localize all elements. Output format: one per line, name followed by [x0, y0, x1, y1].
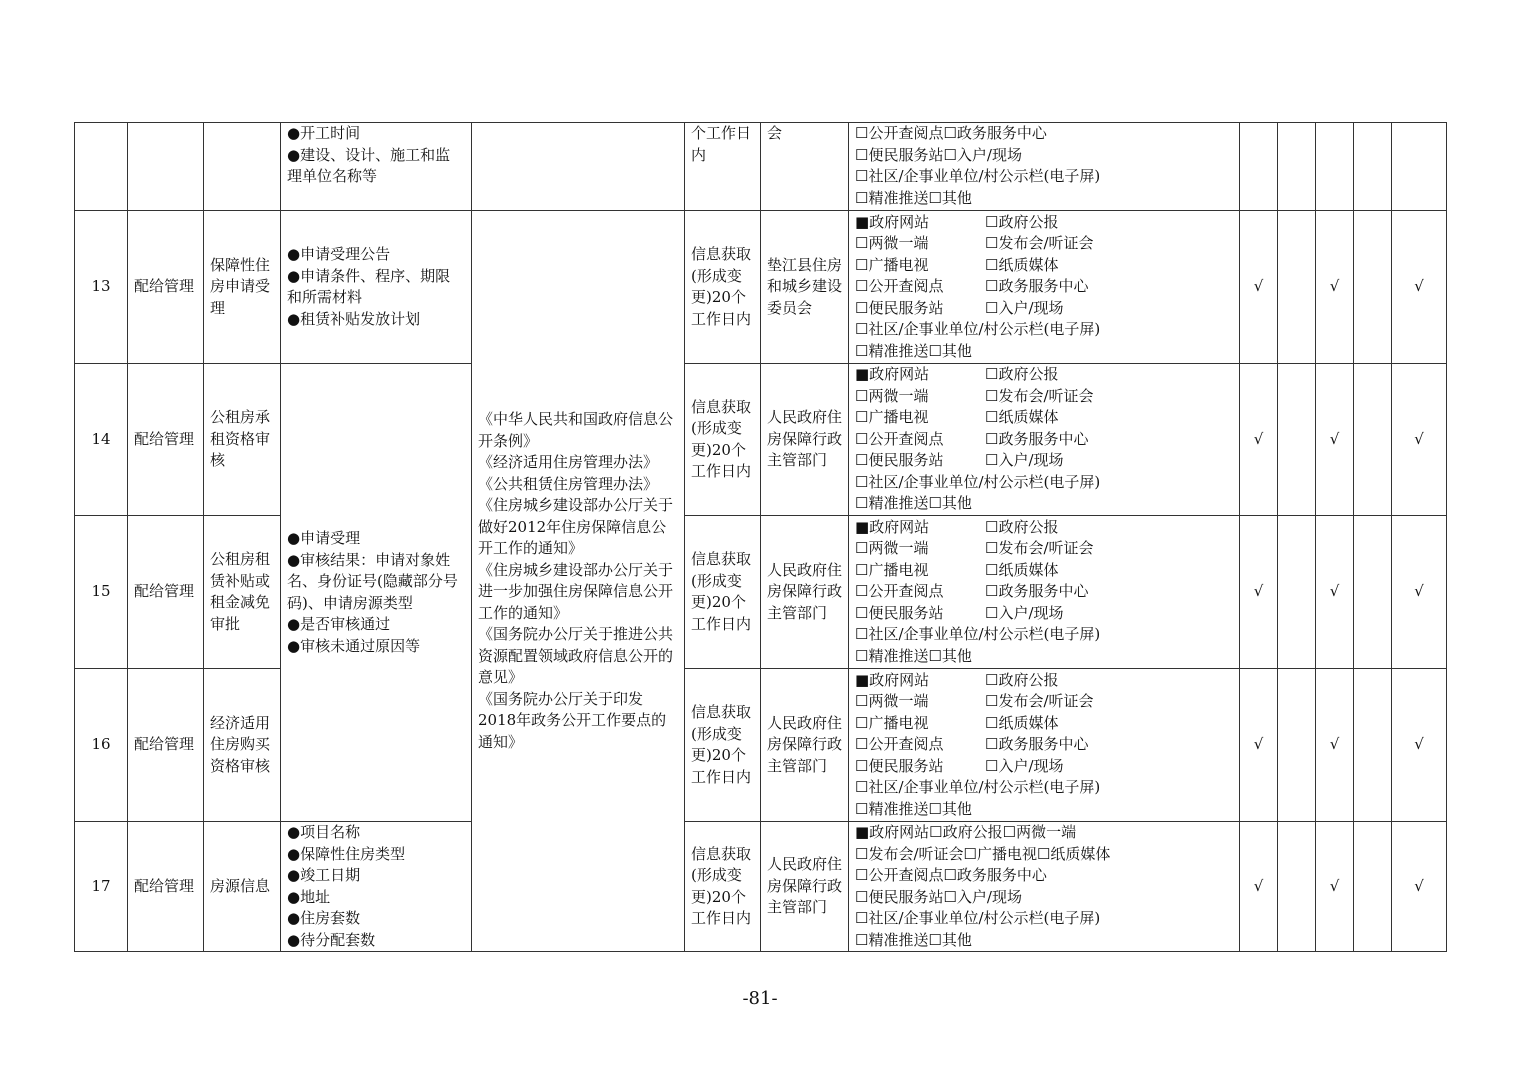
item-cell: 房源信息	[204, 822, 281, 952]
channels-cell: ■政府网站 ☐政府公报 ☐两微一端 ☐发布会/听证会 ☐广播电视 ☐纸质媒体 ☐公开查阅点 ☐政务服务中心 ☐便民服务站 ☐入户/现场 ☐社区/企事业单位/村公示栏(电子屏) ☐精准推送☐其他	[849, 364, 1240, 516]
check-mark: √	[1392, 364, 1447, 516]
check-mark: √	[1240, 669, 1278, 822]
check-mark: √	[1316, 669, 1354, 822]
row-number: 14	[75, 364, 128, 516]
page-number: -81-	[742, 988, 778, 1009]
check-mark: √	[1392, 669, 1447, 822]
check-mark: √	[1316, 822, 1354, 952]
check-mark: √	[1392, 822, 1447, 952]
row-number: 17	[75, 822, 128, 952]
agency-cell: 人民政府住房保障行政主管部门	[761, 669, 849, 822]
check-mark: √	[1316, 516, 1354, 669]
category-cell: 配给管理	[128, 516, 204, 669]
disclosure-table	[74, 122, 1447, 952]
agency-cell: 人民政府住房保障行政主管部门	[761, 516, 849, 669]
row-number: 16	[75, 669, 128, 822]
check-mark: √	[1392, 211, 1447, 364]
category-cell: 配给管理	[128, 669, 204, 822]
item-cell: 公租房承租资格审核	[204, 364, 281, 516]
check-mark: √	[1240, 211, 1278, 364]
table-row	[75, 211, 1447, 364]
category-cell: 配给管理	[128, 364, 204, 516]
table-row	[75, 516, 1447, 669]
time-limit-cell: 信息获取(形成变更)20个工作日内	[685, 211, 761, 364]
time-limit-cell: 信息获取(形成变更)20个工作日内	[685, 822, 761, 952]
shared-content-cell: ●申请受理 ●审核结果：申请对象姓名、身份证号(隐藏部分号码)、申请房源类型 ●是否审核通过 ●审核未通过原因等	[281, 364, 472, 822]
table-row	[75, 123, 1447, 211]
legal-basis-cell: 《中华人民共和国政府信息公开条例》 《经济适用住房管理办法》 《公共租赁住房管理办法》 《住房城乡建设部办公厅关于做好2012年住房保障信息公开工作的通知》 《住房城乡建设部办公厅关于进一步加强住房保障信息公开工作的通知》 《国务院办公厅关于推进公共资源配置领域政府信息公开的意见》 《国务院办公厅关于印发2018年政务公开工作要点的通知》	[472, 211, 685, 952]
channels-cell: ■政府网站 ☐政府公报 ☐两微一端 ☐发布会/听证会 ☐广播电视 ☐纸质媒体 ☐公开查阅点 ☐政务服务中心 ☐便民服务站 ☐入户/现场 ☐社区/企事业单位/村公示栏(电子屏) ☐精准推送☐其他	[849, 516, 1240, 669]
check-mark: √	[1240, 516, 1278, 669]
category-cell: 配给管理	[128, 211, 204, 364]
channels-cell: ☐公开查阅点☐政务服务中心 ☐便民服务站☐入户/现场 ☐社区/企事业单位/村公示栏(电子屏) ☐精准推送☐其他	[849, 123, 1240, 211]
agency-cell: 垫江县住房和城乡建设委员会	[761, 211, 849, 364]
check-mark: √	[1316, 364, 1354, 516]
content-cell: ●申请受理公告 ●申请条件、程序、期限和所需材料 ●租赁补贴发放计划	[281, 211, 472, 364]
check-mark: √	[1240, 822, 1278, 952]
time-limit-cell: 信息获取(形成变更)20个工作日内	[685, 516, 761, 669]
table-row	[75, 669, 1447, 822]
check-mark: √	[1392, 516, 1447, 669]
table-row	[75, 364, 1447, 516]
time-limit-cell: 个工作日内	[685, 123, 761, 211]
time-limit-cell: 信息获取(形成变更)20个工作日内	[685, 364, 761, 516]
channels-cell: ■政府网站 ☐政府公报 ☐两微一端 ☐发布会/听证会 ☐广播电视 ☐纸质媒体 ☐公开查阅点 ☐政务服务中心 ☐便民服务站 ☐入户/现场 ☐社区/企事业单位/村公示栏(电子屏) ☐精准推送☐其他	[849, 669, 1240, 822]
check-mark: √	[1240, 364, 1278, 516]
row-number: 13	[75, 211, 128, 364]
item-cell: 保障性住房申请受理	[204, 211, 281, 364]
item-cell: 公租房租赁补贴或租金减免审批	[204, 516, 281, 669]
content-cell: ●项目名称 ●保障性住房类型 ●竣工日期 ●地址 ●住房套数 ●待分配套数	[281, 822, 472, 952]
channels-cell: ■政府网站 ☐政府公报 ☐两微一端 ☐发布会/听证会 ☐广播电视 ☐纸质媒体 ☐公开查阅点 ☐政务服务中心 ☐便民服务站 ☐入户/现场 ☐社区/企事业单位/村公示栏(电子屏) ☐精准推送☐其他	[849, 211, 1240, 364]
agency-cell: 人民政府住房保障行政主管部门	[761, 822, 849, 952]
row-number: 15	[75, 516, 128, 669]
category-cell: 配给管理	[128, 822, 204, 952]
channels-cell: ■政府网站☐政府公报☐两微一端 ☐发布会/听证会☐广播电视☐纸质媒体 ☐公开查阅点☐政务服务中心 ☐便民服务站☐入户/现场 ☐社区/企事业单位/村公示栏(电子屏) ☐精准推送☐其他	[849, 822, 1240, 952]
agency-cell: 人民政府住房保障行政主管部门	[761, 364, 849, 516]
check-mark: √	[1316, 211, 1354, 364]
table-row	[75, 822, 1447, 952]
agency-cell: 会	[761, 123, 849, 211]
content-cell: ●开工时间 ●建设、设计、施工和监理单位名称等	[281, 123, 472, 211]
item-cell: 经济适用住房购买资格审核	[204, 669, 281, 822]
time-limit-cell: 信息获取(形成变更)20个工作日内	[685, 669, 761, 822]
